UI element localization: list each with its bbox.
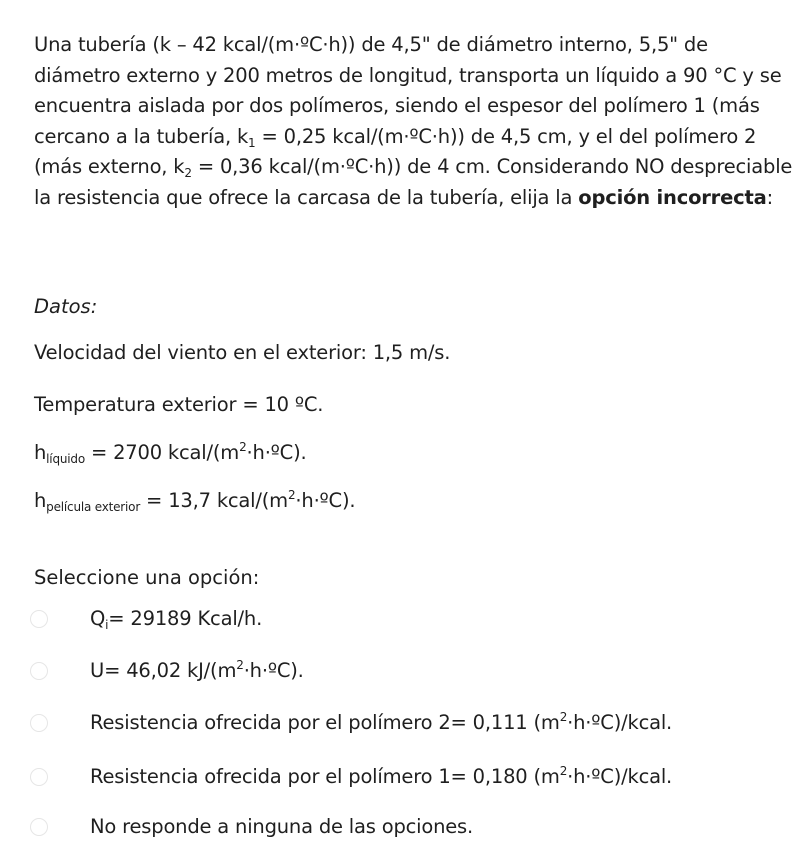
- exterior-temperature: Temperatura exterior = 10 ºC.: [34, 393, 324, 416]
- question-text: [34, 30, 794, 213]
- wind-speed: Velocidad del viento en el exterior: 1,5 m/s.: [34, 341, 451, 364]
- question-part3: = 0,36 kcal/(m·ºC·h)) de 4 cm. Considerando NO despreciable la resistencia que ofrece la carcasa de la tubería, elija la: [34, 155, 793, 209]
- option-2-text: U= 46,02 $kJ/(m^2\cdot h\cdot ºC)$.: [90, 658, 304, 682]
- question-part1: Una tubería (k – 42 kcal/(m·ºC·h)) de 4,5" de diámetro interno, 5,5" de diámetro externo y 200 metros de longitud, transporta un líquido a 90 °C y se encuentra aislada por dos polímeros, siendo el espesor del polímero 1 (más cercano a la tubería, k: [34, 33, 782, 148]
- h-liquido-unit: ·h·ºC).: [246, 441, 307, 464]
- option-3-radio[interactable]: [30, 714, 48, 732]
- select-option-label: Seleccione una opción:: [34, 566, 260, 589]
- h-ext-h: h: [34, 489, 47, 512]
- option-2[interactable]: [30, 659, 304, 682]
- h-pelicula-exterior: [34, 489, 355, 512]
- h-liquido-h: h: [34, 441, 47, 464]
- h-ext-value: = 13,7 kcal/(m: [140, 489, 288, 512]
- option-4-radio[interactable]: [30, 768, 48, 786]
- option-5[interactable]: [30, 815, 473, 838]
- question-part4: :: [766, 185, 773, 209]
- h-liquido-sup: 2: [239, 440, 247, 454]
- h-liquido-sub: líquido: [46, 452, 85, 466]
- k1-subscript: 1: [248, 135, 256, 150]
- option-5-text: No responde a ninguna de las opciones.: [90, 815, 474, 838]
- option-5-radio[interactable]: [30, 818, 48, 836]
- h-ext-sup: 2: [287, 488, 296, 502]
- h-ext-sub: película exterior: [46, 500, 141, 514]
- h-ext-unit: ·h·ºC).: [295, 489, 356, 512]
- option-3-text: Resistencia ofrecida por el polímero 2= 0,111 $(m^2\cdot h\cdot ºC)$/kcal.: [90, 710, 673, 734]
- option-2-radio[interactable]: [30, 662, 48, 680]
- option-3[interactable]: [30, 711, 672, 734]
- option-1-text: $Q_i= 29189$ Kcal/h.: [90, 607, 263, 632]
- option-1-radio[interactable]: [30, 610, 48, 628]
- question-part2: = 0,25 kcal/(m·ºC·h)) de 4,5 cm, y el del polímero 2 (más externo, k: [34, 124, 757, 178]
- k2-subscript: 2: [184, 166, 192, 180]
- option-1[interactable]: [30, 607, 262, 630]
- option-4[interactable]: [30, 765, 672, 788]
- h-liquido-value: = 2700 kcal/(m: [84, 441, 240, 464]
- option-4-text: Resistencia ofrecida por el polímero 1= 0,180 $(m^2\cdot h\cdot ºC)$/kcal.: [90, 764, 673, 788]
- h-liquido: [34, 441, 307, 464]
- datos-label: Datos:: [34, 295, 98, 318]
- question-bold: opción incorrecta: [578, 185, 767, 209]
